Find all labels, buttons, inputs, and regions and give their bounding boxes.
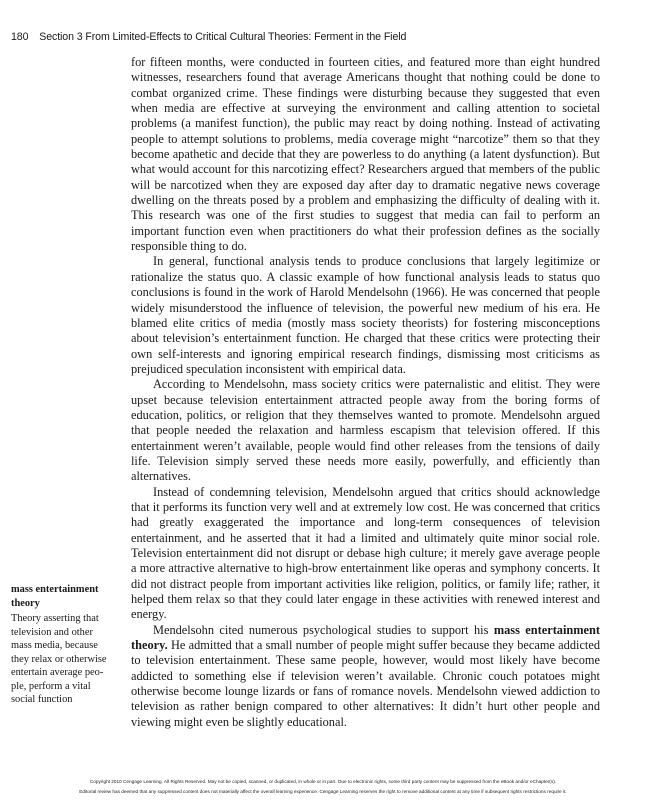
margin-glossary [11, 583, 107, 707]
glossary-definition: Theory asserting that television and other mass media, because they relax or otherwise entertain average people, perform a vital social function [11, 613, 107, 706]
page-number: 180 [11, 31, 29, 43]
paragraph: for fifteen months, were conducted in fourteen cities, and featured more than eight hundred witnesses, researchers found that average Americans thought that nothing could be done to combat organized crime. These findings were disturbing because they suggested that even when media are effective at surveying the environment and calling attention to societal problems (a manifest function), the public may react by doing nothing. Instead of activating people to attempt solutions to problems, media coverage might “narcotize” them so that they become apathetic and decide that they are powerless to do anything (a latent dysfunction). But what would account for this narcotizing effect? Researchers argued that members of the public will be narcotized when they are exposed day after day to dramatic negative news coverage dwelling on the threats posed by a problem and emphasizing the difficulty of dealing with it. This research was one of the first studies to suggest that media can fail to perform an important function even when practitioners do what their profession defines as the socially responsible thing to do. [131, 55, 600, 254]
paragraph-text: Mendelsohn cited numerous psychological studies to support his [153, 622, 494, 637]
running-header [11, 31, 631, 43]
paragraph: According to Mendelsohn, mass society critics were paternalistic and elitist. They were upset because television entertainment attracted people away from the boring forms of education, politics, or religion that they themselves wanted to promote. Mendelsohn argued that people needed the relaxation and harmless escapism that television offered. If this entertainment weren’t available, people would find other releases from the tensions of daily life. Television simply served these needs more easily, powerfully, and efficiently than alternatives. [131, 377, 600, 484]
key-term: mass entertainment theory. [131, 622, 601, 653]
paragraph-text: He admitted that a small number of people might suffer because they became addicted to television entertainment. These same people, however, would most likely have become addicted to something else if television weren’t available. Chronic couch potatoes might otherwise become lounge lizards or fans of romance novels. Mendelsohn viewed addiction to television as rather benign compared to other alternatives: It didn’t hurt other people and viewing might even be slightly educational. [131, 638, 600, 729]
paragraph: In general, functional analysis tends to produce conclusions that largely legitimize or rationalize the status quo. A classic example of how functional analysis leads to status quo conclusions is found in the work of Harold Mendelsohn (1966). He was concerned that people widely misunderstood the influence of television, the powerful new medium of his era. He blamed elite critics of media (mostly mass society theorists) for fostering misconceptions about television’s entertainment function. He charged that these critics were protecting their own self-interests and ignoring empirical research findings, dismissing most criticisms as prejudiced speculation inconsistent with empirical data. [131, 254, 600, 376]
section-title: Section 3 From Limited-Effects to Critical Cultural Theories: Ferment in the Field [39, 31, 407, 43]
main-text [131, 55, 600, 730]
copyright-notice: Copyright 2010 Cengage Learning. All Rights Reserved. May not be copied, scanned, or duplicated, in whole or in part. Due to electronic rights, some third party content may be suppressed from the eBook and/or eChapter(s). [89, 779, 557, 784]
paragraph [131, 623, 600, 730]
editorial-notice: Editorial review has deemed that any suppressed content does not materially affect the overall learning experience. Cengage Learning reserves the right to remove additional content at any time if subsequent rights restrictions require it. [79, 789, 567, 794]
glossary-term: mass entertainment theory [11, 584, 99, 609]
paragraph: Instead of condemning television, Mendelsohn argued that critics should acknowledge that it performs its function very well and at extremely low cost. He was concerned that critics had greatly exaggerated the importance and long-term consequences of television entertainment, and he asserted that it had a limited and ultimately quite minor social role. Television entertainment did not disrupt or debase high culture; it merely gave average people a more attractive alternative to high-brow entertainment like operas and symphony concerts. It did not distract people from important activities like religion, politics, or family life; rather, it helped them relax so that they could later engage in these activities with renewed interest and energy. [131, 484, 600, 622]
